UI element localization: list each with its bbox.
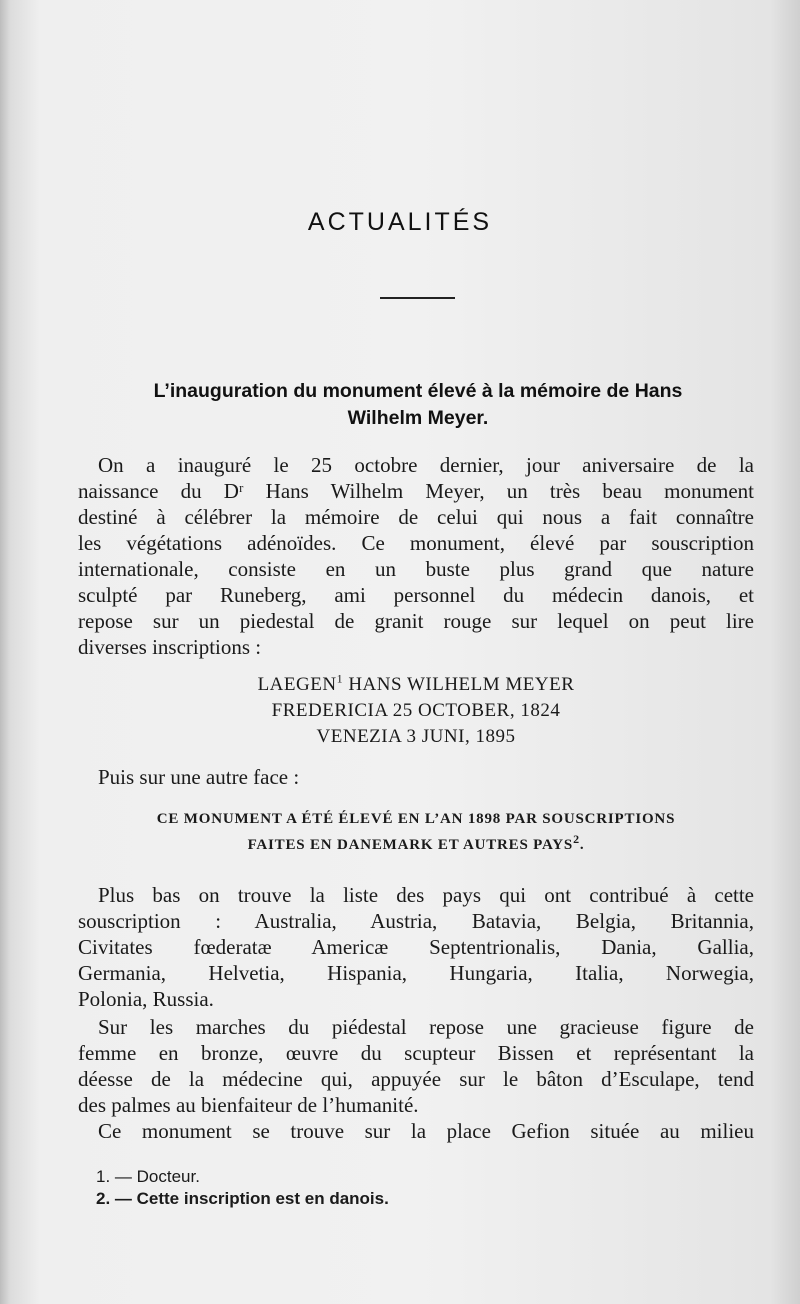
para2-line: souscription : Australia, Austria, Batavia, Belgia, Britannia, <box>78 909 754 933</box>
para3-line: femme en bronze, œuvre du scupteur Bissen et représentant la <box>78 1041 754 1065</box>
heading-line-2: Wilhelm Meyer. <box>347 407 489 429</box>
inscription-word: LAEGEN <box>257 674 337 695</box>
intro-line: Puis sur une autre face : <box>98 765 300 789</box>
para1-line: sculpté par Runeberg, ami personnel du médecin danois, et <box>78 583 754 607</box>
para1-line: internationale, consiste en un buste plus grand que nature <box>78 557 754 581</box>
para1-line: On a inauguré le 25 octobre dernier, jour aniversaire de la <box>98 453 754 477</box>
para2-line: Germania, Helvetia, Hispania, Hungaria, Italia, Norwegia, <box>78 961 754 985</box>
inscription-line: CE MONUMENT A ÉTÉ ÉLEVÉ EN L’AN 1898 PAR SOUSCRIPTIONS <box>156 811 676 827</box>
inscription-end: . <box>579 837 585 853</box>
para2-line: Civitates fœderatæ Americæ Septentrionalis, Dania, Gallia, <box>78 935 754 959</box>
inscription-name: HANS WILHELM MEYER <box>348 674 575 695</box>
para2-line: Polonia, Russia. <box>78 987 214 1011</box>
para1-line: les végétations adénoïdes. Ce monument, élevé par souscription <box>78 531 754 555</box>
footnote-ref: 1 <box>336 671 344 686</box>
inscription-line <box>78 672 754 698</box>
footnote: 1. — Docteur. <box>96 1167 200 1186</box>
inscription-line: FREDERICIA 25 OCTOBER, 1824 <box>271 700 561 721</box>
inscription-line <box>78 832 754 858</box>
para3-line: des palmes au bienfaiteur de l’humanité. <box>78 1093 419 1117</box>
para3-line: Sur les marches du piédestal repose une gracieuse figure de <box>98 1015 754 1039</box>
para1-line: diverses inscriptions : <box>78 635 262 659</box>
inscription-text: FAITES EN DANEMARK ET AUTRES PAYS <box>247 837 574 853</box>
inscription-line: VENEZIA 3 JUNI, 1895 <box>316 726 516 747</box>
footnote-ref: 2 <box>573 832 580 846</box>
title-rule <box>380 297 455 299</box>
para1-line: repose sur un piedestal de granit rouge sur lequel on peut lire <box>78 609 754 633</box>
para1-line: naissance du Dʳ Hans Wilhelm Meyer, un très beau monument <box>78 479 754 503</box>
para1-line: destiné à célébrer la mémoire de celui qui nous a fait connaître <box>78 505 754 529</box>
article-heading <box>78 378 758 432</box>
para2-line: Plus bas on trouve la liste des pays qui ont contribué à cette <box>98 883 754 907</box>
section-title: ACTUALITÉS <box>307 208 493 236</box>
para3-line: déesse de la médecine qui, appuyée sur le bâton d’Esculape, tend <box>78 1067 754 1091</box>
footnote: 2. — Cette inscription est en danois. <box>96 1189 389 1208</box>
heading-line-1: L’inauguration du monument élevé à la mémoire de Hans <box>153 380 683 402</box>
para4-line: Ce monument se trouve sur la place Gefion située au milieu <box>98 1119 754 1143</box>
